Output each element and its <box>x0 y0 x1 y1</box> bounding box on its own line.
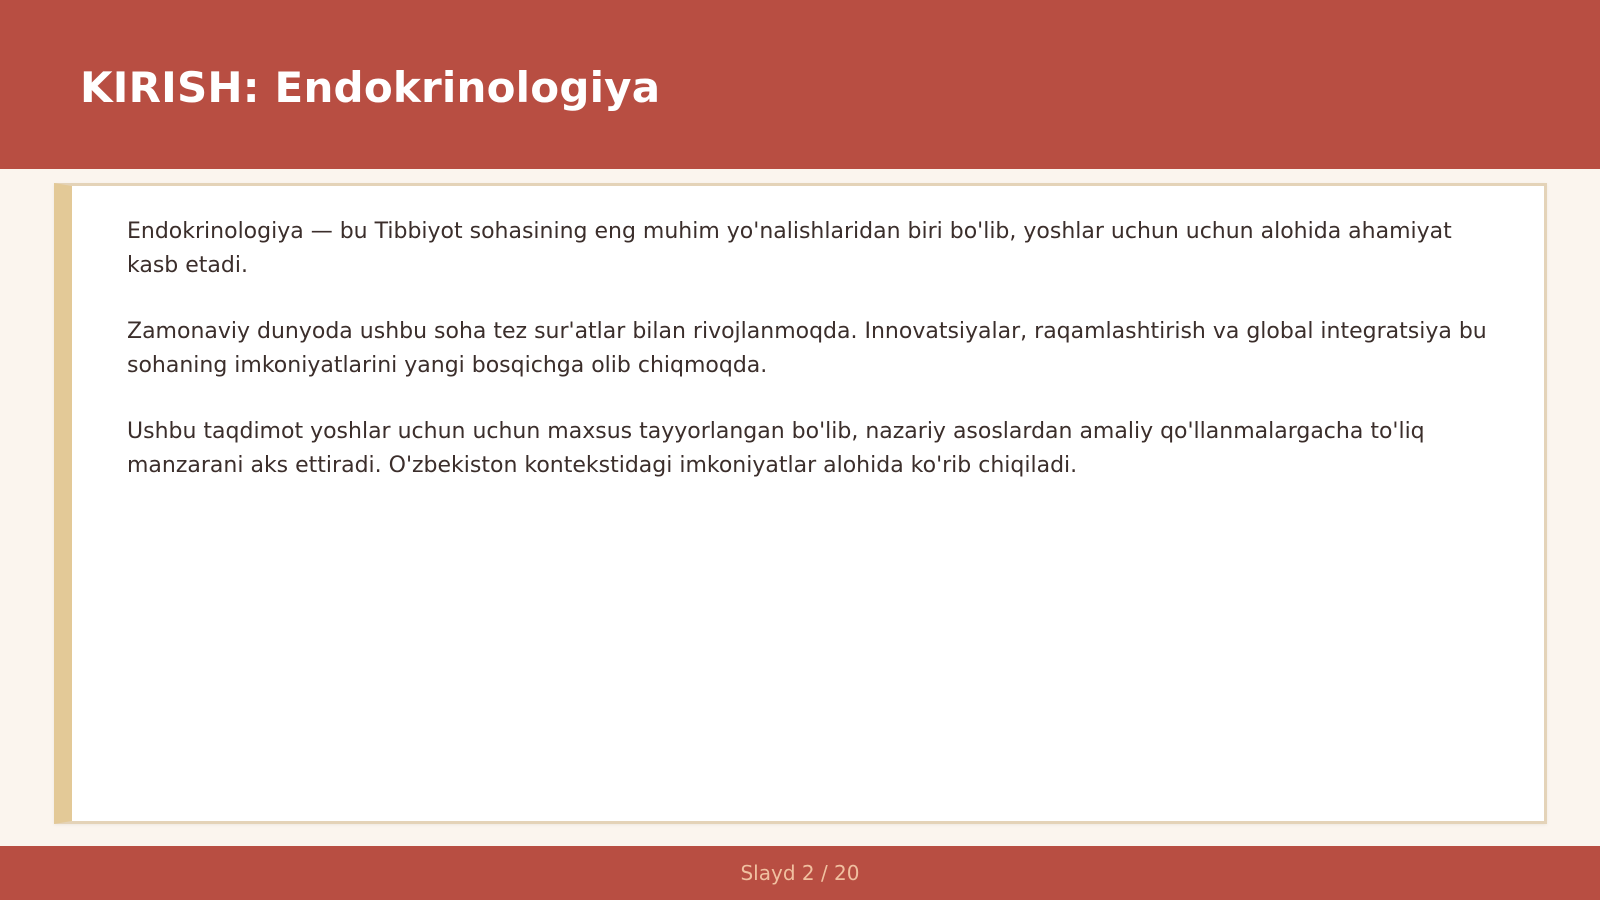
body-text <box>127 215 1507 515</box>
slide-title: KIRISH: Endokrinologiya <box>80 63 661 112</box>
paragraph: Endokrinologiya — bu Tibbiyot sohasining eng muhim yo'nalishlaridan biri bo'lib, yoshlar uchun uchun alohida ahamiyat kasb etadi. <box>127 219 1452 278</box>
paragraph: Zamonaviy dunyoda ushbu soha tez sur'atlar bilan rivojlanmoqda. Innovatsiyalar, raqamlashtirish va global integratsiya bu sohaning imkoniyatlarini yangi bosqichga olib chiqmoqda. <box>127 319 1487 378</box>
slide-footer <box>0 846 1600 900</box>
slide-header <box>0 0 1600 169</box>
content-card <box>54 183 1547 824</box>
paragraph: Ushbu taqdimot yoshlar uchun uchun maxsus tayyorlangan bo'lib, nazariy asoslardan amaliy qo'llanmalargacha to'liq manzarani aks ettiradi. O'zbekiston kontekstidagi imkoniyatlar alohida ko'rib chiqiladi. <box>127 419 1425 478</box>
slide-counter: Slayd 2 / 20 <box>740 861 860 885</box>
